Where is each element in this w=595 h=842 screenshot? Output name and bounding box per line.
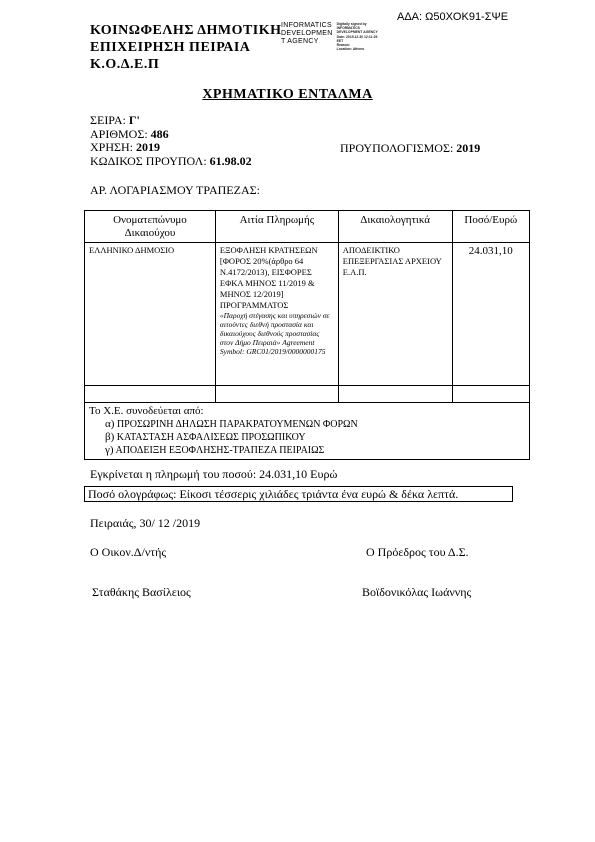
reason-cell — [215, 243, 338, 386]
organization-name — [90, 22, 282, 73]
attachments-title: Το Χ.Ε. συνοδεύεται από: — [89, 405, 204, 417]
issuer-line: DEVELOPMEN — [281, 30, 333, 37]
table-header-row — [85, 211, 530, 243]
attachment-item — [89, 418, 525, 431]
budget-code-field — [90, 155, 252, 169]
attachment-text: ΑΠΟΔΕΙΞΗ ΕΞΟΦΛΗΣΗΣ-ΤΡΑΠΕΖΑ ΠΕΙΡΑΙΩΣ — [115, 445, 325, 456]
budget-value: 2019 — [456, 141, 481, 155]
approval-statement: Εγκρίνεται η πληρωμή του ποσού: 24.031,10 Ευρώ — [90, 467, 338, 481]
signature-right-title: Ο Πρόεδρος του Δ.Σ. — [366, 545, 469, 559]
signature-right-name: Βοϊδονικόλας Ιωάννης — [362, 585, 472, 599]
year-label: ΧΡΗΣΗ: — [90, 140, 133, 154]
empty-cell — [338, 386, 452, 403]
header-documents: Δικαιολογητικά — [338, 211, 452, 243]
number-field — [90, 128, 252, 142]
attachments-cell — [85, 403, 530, 460]
header-reason: Αιτία Πληρωμής — [215, 211, 338, 243]
attachment-item — [89, 444, 525, 457]
amount-in-words: Ποσό ολογράφως: Είκοσι τέσσερις χιλιάδες τριάντα ένα ευρώ & δέκα λεπτά. — [84, 486, 513, 502]
signature-detail-line: Location: Athens — [336, 47, 365, 52]
series-value: Γ' — [128, 113, 140, 127]
digital-signature-badge — [281, 22, 378, 51]
program-title: «Παροχή στέγασης και υπηρεσιών σε αιτούντες διεθνή προστασία και δικαιούχους διεθνούς προστασίας στον Δήμο Πειραιά» Agreement Symbol: GRC01/2019/0000000175 — [219, 311, 330, 356]
org-line: ΕΠΙΧΕΙΡΗΣΗ ΠΕΙΡΑΙΑ — [90, 40, 251, 55]
reason-text: ΕΞΟΦΛΗΣΗ ΚΡΑΤΗΣΕΩΝ [ΦΟΡΟΣ 20%(άρθρο 64 Ν.4172/2013), ΕΙΣΦΟΡΕΣ ΕΦΚΑ ΜΗΝΟΣ 11/2019 & ΜΗΝΟΣ 12/2019] ΠΡΟΓΡΑΜΜΑΤΟΣ — [219, 245, 318, 310]
attachment-letter: β) — [105, 431, 115, 443]
attachment-text: ΚΑΤΑΣΤΑΣΗ ΑΣΦΑΛΙΣΕΩΣ ΠΡΟΣΩΠΙΚΟΥ — [116, 432, 306, 443]
year-field — [90, 141, 252, 155]
signature-left-title: Ο Οικον.Δ/ντής — [90, 545, 167, 559]
attachment-letter: α) — [105, 418, 115, 430]
place-date: Πειραιάς, 30/ 12 /2019 — [90, 516, 201, 530]
documents-cell: ΑΠΟΔΕΙΚΤΙΚΟ ΕΠΕΞΕΡΓΑΣΙΑΣ ΑΡΧΕΙΟΥ Ε.Α.Π. — [338, 243, 452, 386]
org-line: ΚΟΙΝΩΦΕΛΗΣ ΔΗΜΟΤΙΚΗ — [90, 23, 282, 38]
empty-row — [85, 386, 530, 403]
number-value: 486 — [150, 126, 169, 141]
signature-left-name: Σταθάκης Βασίλειος — [92, 585, 191, 599]
amount-cell: 24.031,10 — [452, 243, 529, 386]
series-field — [90, 114, 252, 128]
beneficiary-cell: ΕΛΛΗΝΙΚΟ ΔΗΜΟΣΙΟ — [85, 243, 216, 386]
org-line: Κ.Ο.Δ.Ε.Π — [90, 57, 160, 72]
signature-detail-line: DEVELOPMENT AGENCY — [336, 30, 378, 35]
signature-details — [337, 22, 378, 51]
empty-cell — [85, 386, 216, 403]
attachment-text: ΠΡΟΣΩΡΙΝΗ ΔΗΛΩΣΗ ΠΑΡΑΚΡΑΤΟΥΜΕΝΩΝ ΦΟΡΩΝ — [116, 419, 358, 430]
budget-label: ΠΡΟΥΠΟΛΟΓΙΣΜΟΣ: — [340, 141, 454, 155]
signature-detail-line: Reason: — [336, 43, 351, 48]
header-beneficiary: Ονοματεπώνυμο Δικαιούχου — [85, 211, 216, 243]
header-amount: Ποσό/Ευρώ — [452, 211, 529, 243]
attachment-item — [89, 431, 525, 444]
ada-code: ΑΔΑ: Ω50ΧΟΚ91-ΣΨΕ — [397, 11, 509, 23]
empty-cell — [452, 386, 529, 403]
year-value: 2019 — [136, 140, 160, 154]
signature-issuer — [281, 22, 333, 51]
budget-code-value: 61.98.02 — [209, 153, 252, 168]
empty-cell — [215, 386, 338, 403]
bank-account-label: ΑΡ. ΛΟΓΑΡΙΑΣΜΟΥ ΤΡΑΠΕΖΑΣ: — [90, 183, 260, 197]
issuer-line: T AGENCY — [281, 38, 319, 45]
issuer-line: INFORMATICS — [281, 22, 333, 29]
document-title: ΧΡΗΜΑΤΙΚΟ ΕΝΤΑΛΜΑ — [202, 87, 373, 102]
order-metadata — [90, 114, 252, 168]
signature-detail-line: Date: 2019.12.30 12:11:29 — [336, 34, 378, 39]
attachment-letter: γ) — [105, 444, 114, 456]
attachments-row — [85, 403, 530, 460]
signature-detail-line: Digitally signed by — [336, 22, 367, 26]
number-label: ΑΡΙΘΜΟΣ: — [90, 126, 148, 141]
signature-detail-line: INFORMATICS — [336, 26, 360, 31]
budget-field — [340, 141, 480, 156]
series-label: ΣΕΙΡΑ: — [90, 113, 126, 127]
budget-code-label: ΚΩΔΙΚΟΣ ΠΡΟΥΠΟΛ: — [90, 153, 207, 168]
payment-table — [84, 210, 530, 460]
table-row — [85, 243, 530, 386]
signature-detail-line: EET — [336, 38, 344, 43]
